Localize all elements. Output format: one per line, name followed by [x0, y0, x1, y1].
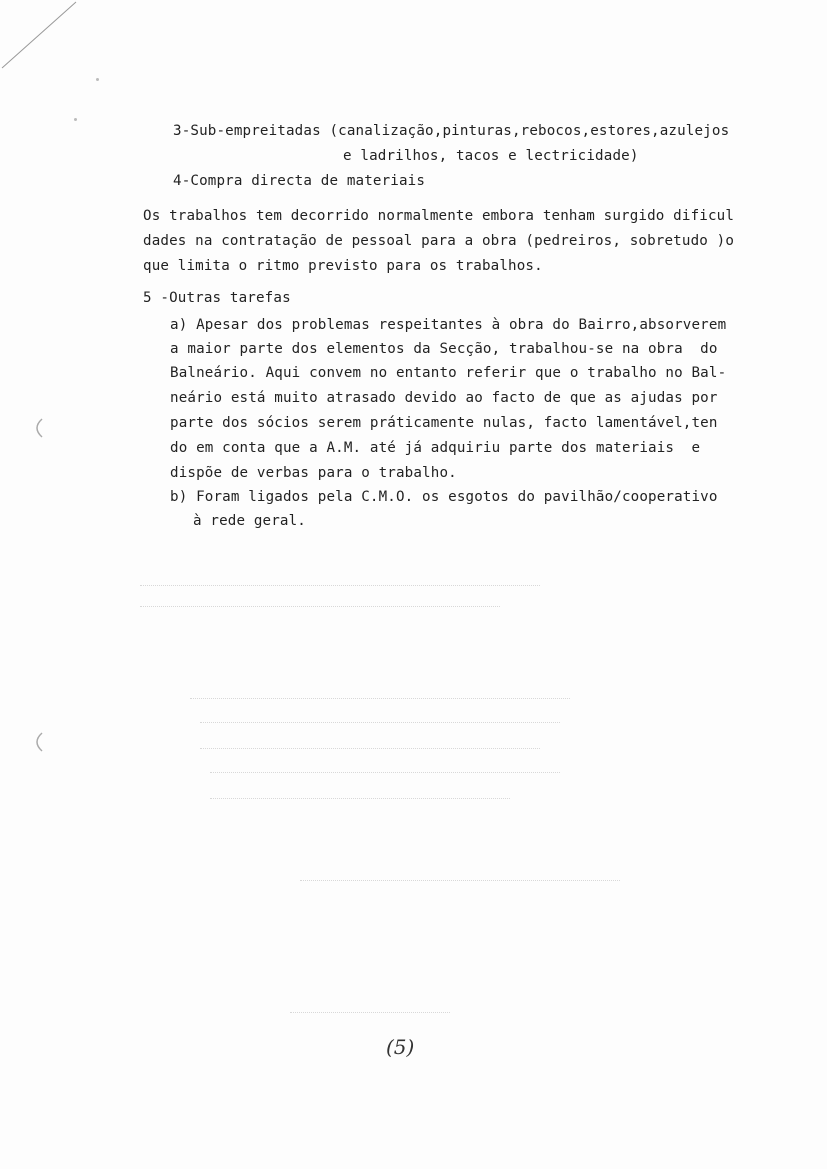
- scan-speck: [96, 78, 99, 81]
- text-line: a) Apesar dos problemas respeitantes à obra do Bairro,absorverem: [170, 317, 727, 333]
- punch-hole-mark-bottom: [30, 731, 46, 753]
- bleed-through-trace: [300, 880, 620, 882]
- scan-speck: [74, 118, 77, 121]
- text-line: neário está muito atrasado devido ao facto de que as ajudas por: [170, 390, 718, 406]
- bleed-through-trace: [290, 1012, 450, 1014]
- bleed-through-trace: [140, 606, 500, 608]
- text-line: do em conta que a A.M. até já adquiriu parte dos materiais e: [170, 440, 701, 456]
- punch-hole-mark-top: [30, 417, 46, 439]
- text-line: parte dos sócios serem práticamente nulas, facto lamentável,ten: [170, 415, 718, 431]
- bleed-through-trace: [210, 798, 510, 800]
- page-corner-fold: [0, 0, 80, 70]
- text-line: b) Foram ligados pela C.M.O. os esgotos do pavilhão/cooperativo: [170, 489, 718, 505]
- text-line: Os trabalhos tem decorrido normalmente embora tenham surgido dificul: [143, 208, 735, 224]
- text-line: 3-Sub-empreitadas (canalização,pinturas,rebocos,estores,azulejos: [173, 123, 730, 139]
- page-number: (5): [386, 1035, 415, 1059]
- text-line: 5 -Outras tarefas: [143, 290, 291, 306]
- text-line: a maior parte dos elementos da Secção, trabalhou-se na obra do: [170, 341, 718, 357]
- bleed-through-trace: [200, 748, 540, 750]
- text-line: Balneário. Aqui convem no entanto referir que o trabalho no Bal-: [170, 365, 727, 381]
- text-line: à rede geral.: [193, 513, 306, 529]
- bleed-through-trace: [200, 722, 560, 724]
- text-line: dispõe de verbas para o trabalho.: [170, 465, 457, 481]
- text-line: 4-Compra directa de materiais: [173, 173, 426, 189]
- text-line: que limita o ritmo previsto para os trabalhos.: [143, 258, 543, 274]
- bleed-through-trace: [140, 585, 540, 587]
- bleed-through-trace: [190, 698, 570, 700]
- text-line: e ladrilhos, tacos e lectricidade): [343, 148, 639, 164]
- text-line: dades na contratação de pessoal para a obra (pedreiros, sobretudo )o: [143, 233, 735, 249]
- bleed-through-trace: [210, 772, 560, 774]
